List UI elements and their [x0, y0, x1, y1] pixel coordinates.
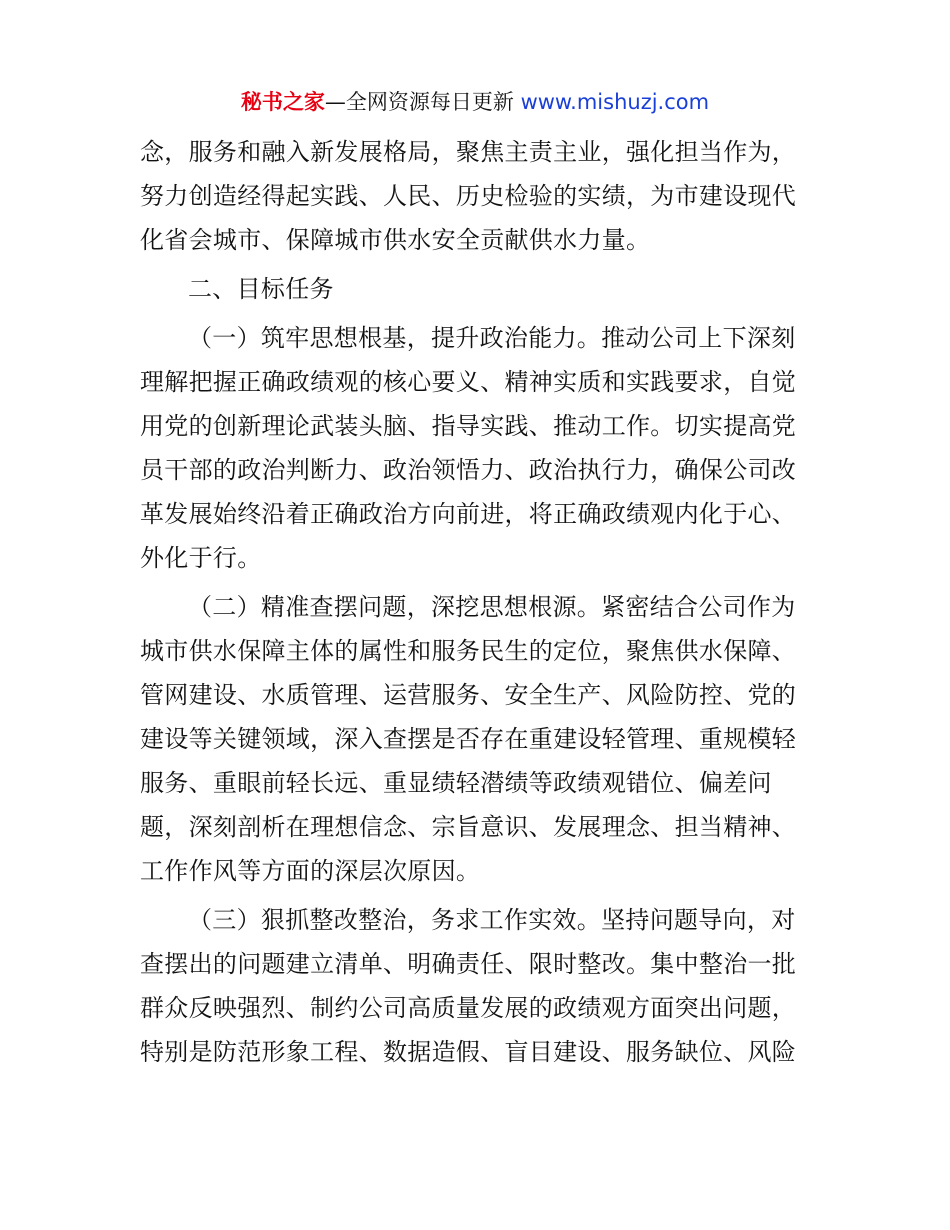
page-header [0, 86, 950, 118]
section-heading [140, 267, 812, 311]
text-line: 员干部的政治判断力、政治领悟力、政治执行力，确保公司改 [140, 456, 797, 484]
text-line: （三）狠抓整改整治，务求工作实效。坚持问题导向，对 [188, 906, 796, 934]
paragraph-task-2 [140, 585, 812, 893]
text-line: 特别是防范形象工程、数据造假、盲目建设、服务缺位、风险 [140, 1038, 797, 1066]
text-line: 革发展始终沿着正确政治方向前进，将正确政绩观内化于心、 [140, 500, 797, 528]
paragraph-intro-continued [140, 130, 812, 262]
text-line: 念，服务和融入新发展格局，聚焦主责主业，强化担当作为， [140, 138, 797, 166]
paragraph-task-1 [140, 316, 812, 580]
text-line: 群众反映强烈、制约公司高质量发展的政绩观方面突出问题， [140, 994, 797, 1022]
text-line: 用党的创新理论武装头脑、指导实践、推动工作。切实提高党 [140, 412, 797, 440]
text-line: 查摆出的问题建立清单、明确责任、限时整改。集中整治一批 [140, 950, 797, 978]
text-line: 管网建设、水质管理、运营服务、安全生产、风险防控、党的 [140, 681, 797, 709]
section-heading-text: 二、目标任务 [188, 275, 334, 303]
text-line: 化省会城市、保障城市供水安全贡献供水力量。 [140, 226, 651, 254]
paragraph-task-3 [140, 898, 812, 1074]
text-line: 建设等关键领域，深入查摆是否存在重建设轻管理、重规模轻 [140, 725, 797, 753]
text-line: 外化于行。 [140, 544, 262, 572]
header-brand: 秘书之家 [240, 90, 325, 114]
text-line: （一）筑牢思想根基，提升政治能力。推动公司上下深刻 [188, 324, 796, 352]
header-slogan: —全网资源每日更新 [324, 90, 514, 114]
text-line: 城市供水保障主体的属性和服务民生的定位，聚焦供水保障、 [140, 637, 797, 665]
text-line: 题，深刻剖析在理想信念、宗旨意识、发展理念、担当精神、 [140, 813, 797, 841]
document-body [140, 130, 812, 1079]
text-line: 服务、重眼前轻长远、重显绩轻潜绩等政绩观错位、偏差问 [140, 769, 772, 797]
text-line: 努力创造经得起实践、人民、历史检验的实绩，为市建设现代 [140, 182, 797, 210]
text-line: 理解把握正确政绩观的核心要义、精神实质和实践要求，自觉 [140, 368, 797, 396]
text-line: 工作作风等方面的深层次原因。 [140, 857, 481, 885]
text-line: （二）精准查摆问题，深挖思想根源。紧密结合公司作为 [188, 593, 796, 621]
header-site-link[interactable]: www.mishuzj.com [520, 90, 710, 114]
